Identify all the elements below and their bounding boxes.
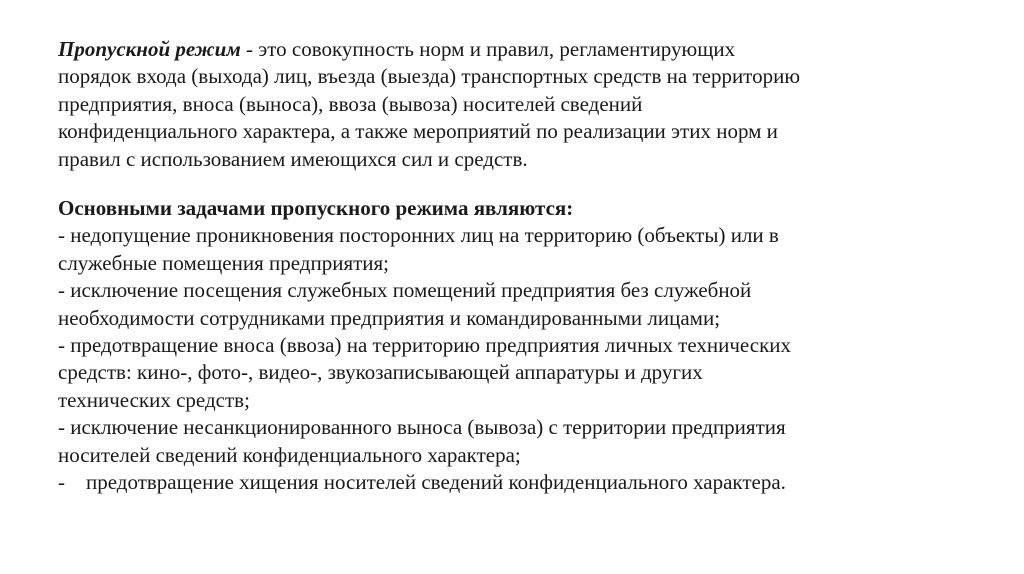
definition-line-4: конфиденциального характера, а также мероприятий по реализации этих норм и	[58, 119, 778, 144]
task-last-dash: -	[58, 470, 65, 495]
definition-text-1: - это совокупность норм и правил, регламентирующих	[240, 37, 736, 61]
definition-line-3: предприятия, вноса (выноса), ввоза (вывоза) носителей сведений	[58, 91, 643, 116]
task-line-last	[58, 469, 988, 496]
definition-term: Пропускной режим	[58, 37, 241, 61]
task-line-3: - исключение посещения служебных помещений предприятия без служебной	[58, 278, 752, 303]
task-line-8: - исключение несанкционированного выноса (вывоза) с территории предприятия	[58, 415, 786, 440]
task-line-5: - предотвращение вноса (ввоза) на территорию предприятия личных технических	[58, 333, 792, 358]
definition-line-5: правил с использованием имеющихся сил и средств.	[58, 146, 528, 171]
tasks-heading: Основными задачами пропускного режима являются:	[58, 196, 574, 221]
task-line-7: технических средств;	[58, 387, 250, 412]
definition-paragraph	[58, 36, 988, 173]
definition-line-2: порядок входа (выхода) лиц, въезда (выезда) транспортных средств на территорию	[58, 64, 801, 89]
task-line-4: необходимости сотрудниками предприятия и командированными лицами;	[58, 305, 721, 330]
task-line-1: - недопущение проникновения посторонних лиц на территорию (объекты) или в	[58, 223, 779, 248]
paragraph-gap	[58, 173, 988, 195]
task-line-2: служебные помещения предприятия;	[58, 250, 390, 275]
slide-content	[58, 36, 988, 497]
task-line-9: носителей сведений конфиденциального характера;	[58, 442, 521, 467]
task-line-6: средств: кино-, фото-, видео-, звукозаписывающей аппаратуры и других	[58, 360, 703, 385]
task-last-text: предотвращение хищения носителей сведений конфиденциального характера.	[86, 470, 786, 495]
definition-line-1	[58, 37, 735, 61]
